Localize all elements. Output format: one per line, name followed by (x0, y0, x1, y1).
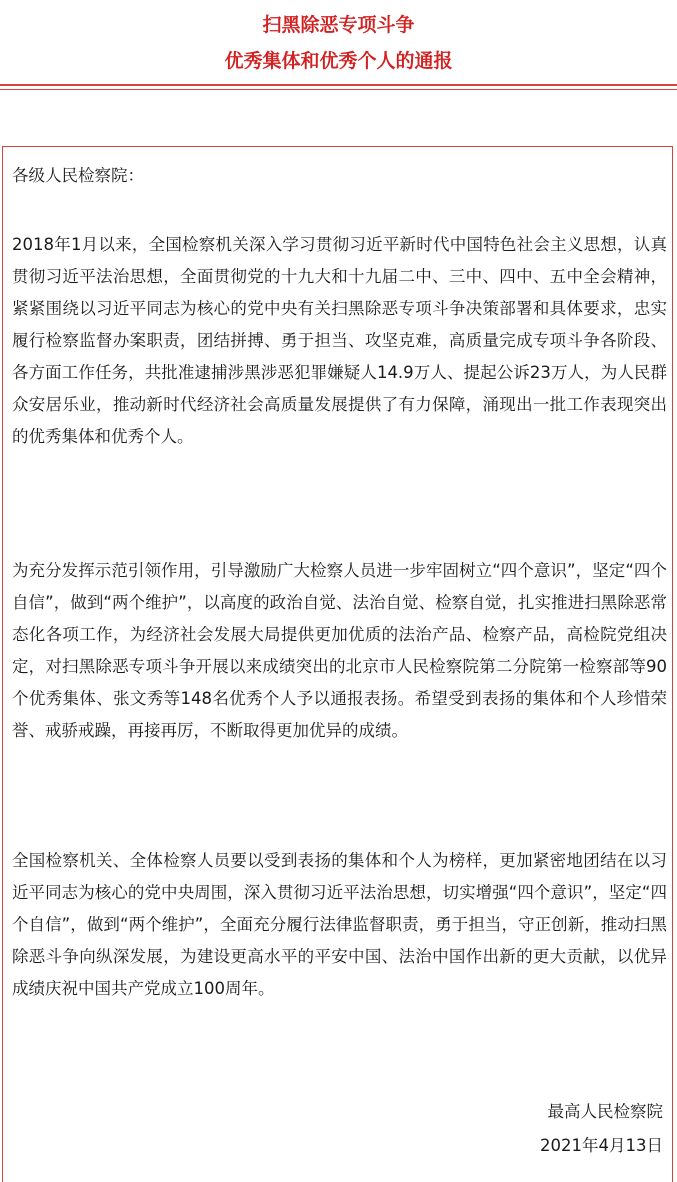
signature-organization: 最高人民检察院 (547, 1102, 663, 1121)
header-rule-thin (0, 89, 677, 90)
document-body (12, 158, 668, 194)
header-rule-thick (0, 84, 677, 86)
paragraph-1: 2018年1月以来，全国检察机关深入学习贯彻习近平新时代中国特色社会主义思想，认真贯彻习近平法治思想，全面贯彻党的十九大和十九届二中、三中、四中、五中全会精神，紧紧围绕以习近平同志为核心的党中央有关扫黑除恶专项斗争决策部署和具体要求，忠实履行检察监督办案职责，团结拼搏、勇于担当、攻坚克难，高质量完成专项斗争各阶段、各方面工作任务，共批准逮捕涉黑涉恶犯罪嫌疑人14.9万人、提起公诉23万人，为人民群众安居乐业，推动新时代经济社会高质量发展提供了有力保障，涌现出一批工作表现突出的优秀集体和优秀个人。 (12, 235, 667, 446)
title-line-2: 优秀集体和优秀个人的通报 (224, 50, 453, 72)
salutation: 各级人民检察院： (12, 166, 144, 185)
paragraph-2: 为充分发挥示范引领作用，引导激励广大检察人员进一步牢固树立“四个意识”，坚定“四个自信”，做到“两个维护”，以高度的政治自觉、法治自觉、检察自觉，扎实推进扫黑除恶常态化各项工作，为经济社会发展大局提供更加优质的法治产品、检察产品，高检院党组决定，对扫黑除恶专项斗争开展以来成绩突出的北京市人民检察院第二分院第一检察部等90个优秀集体、张文秀等148名优秀个人予以通报表扬。希望受到表扬的集体和个人珍惜荣誉、戒骄戒躁，再接再厉，不断取得更加优异的成绩。 (12, 561, 667, 740)
document-header (0, 0, 677, 92)
title-line-1: 扫黑除恶专项斗争 (262, 14, 415, 36)
paragraph-3: 全国检察机关、全体检察人员要以受到表扬的集体和个人为榜样，更加紧密地团结在以习近平同志为核心的党中央周围，深入贯彻习近平法治思想，切实增强“四个意识”，坚定“四个自信”，做到“两个维护”，全面充分履行法律监督职责，勇于担当，守正创新，推动扫黑除恶斗争向纵深发展，为建设更高水平的平安中国、法治中国作出新的更大贡献，以优异成绩庆祝中国共产党成立100周年。 (12, 851, 667, 998)
signature-date: 2021年4月13日 (540, 1136, 663, 1155)
